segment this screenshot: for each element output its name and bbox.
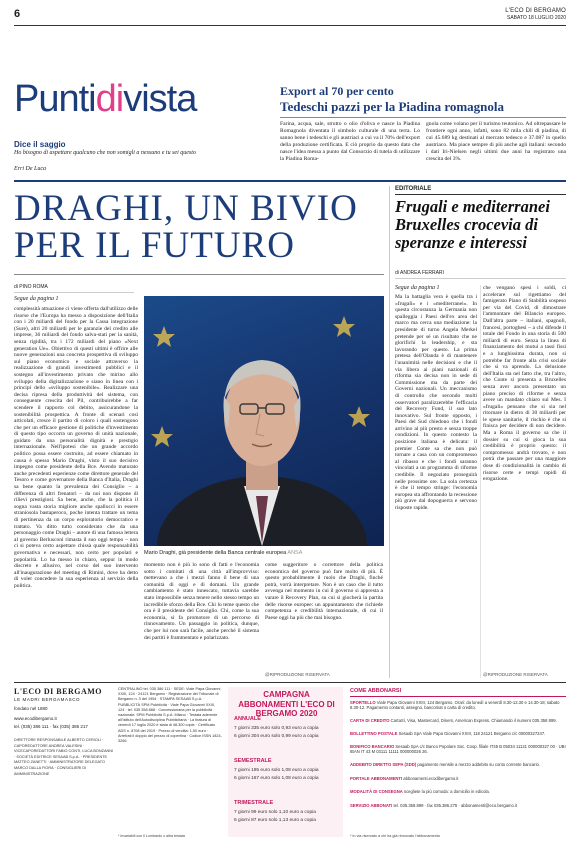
footer-legal-info: CENTRALINO tel. 035 386 111 · SEDE: Viale Papa Giovanni XXIII, 124 · 24121 Bergamo · Registrazione del Tribunale di Bergamo n. 3 del 1954 · STAMPA SESAAB S.p.A. · PUBBLICITÀ SPM Pubblicità · Viale Papa Giovanni XXIII, 124 · tel. 035 358 888 · Concessionaria per la pubblicità nazionale: SPM Pubblicità S.p.A. Milano · Testata aderente all'Istituto dell'Autodisciplina Pubblicitaria · La tiratura di venerdì 17 luglio 2020 è stata di 48.300 copie · Certificato ADS n. 8708 del 2019 · Prezzo di vendita: 1,50 euro · Arretrati il doppio del prezzo di copertina · Codice ISSN 1824-3266 [118,687,222,744]
info-heading: BONIFICO BANCARIO [350,744,395,749]
info-heading: CARTA DI CREDITO [350,718,390,723]
editorial-column-divider [480,285,481,678]
info-text: scegliete la più comoda: a domicilio in edicola. [403,789,490,794]
info-heading: PORTALE ABBONAMENTI [350,776,403,781]
plan-semester-heading: SEMESTRALE [234,758,272,764]
photo-illustration [144,296,384,546]
plan-annual-heading: ANNUALE [234,716,261,722]
editorial-label-rule [395,194,566,195]
quote-text: Ho bisogno di aspettare qualcuno che non somigli a nessuno e tu sei questo [14,150,196,156]
main-text-col-3: come suggeritore o correttore della politica economica del governo può fare molto di più. È questo probabilmente il ruolo che Draghi, finché potrà, vorrà interpretare. Non è un caso che il tutto avvenga nel momento in cui il governo si appresta a varare il Recovery Plan, su cui si giocherà la partita delle risorse europee: un appuntamento che richiede competenza e credibilità internazionale, di cui il Paese oggi ha più che mai bisogno. [265,562,383,621]
info-text: Sesaab SpA Viale Papa Giovanni XXIII, 118 24121 Bergamo c/c 00000327247. [398,731,546,736]
export-text-col-1: Farina, acqua, sale, strutto o olio d'oliva e nasce la Piadina Romagnola diventata il simbolo culturale di una terra. Lo sanno bene i tedeschi e gli austriaci a cui va il 70% dell'export della produzione certificata. E ciò proprio da questo dato che nasce l'idea messa a punto dal Consorzio di tutela di utilizzare la Piadina Roma- [280,121,420,162]
info-heading: SERVIZIO ABBONATI [350,803,393,808]
export-text-col-2: gnola come volano per il turismo teutonico. Ad oltrepassare le frontiere ogni anno, infatti, sono 82 mila chili di piadina, di cui 45.689 kg destinati al mercato tedesco e 37.087 in quello austriaco. Ma piace sempre di più anche agli italiani: secondo i dati Iri-Nielsen negli ultimi due anni ha registrato una crescita del 3%. [426,121,566,162]
section-title [14,80,196,118]
masthead-rule [14,180,566,182]
footer-rule [14,682,566,683]
top-rule [14,25,566,26]
photo-credit: ANSA [287,550,303,556]
paper-name: L'ECO DI BERGAMO [505,8,566,14]
subscription-title: CAMPAGNA ABBONAMENTI L'ECO DI BERGAMO 2020 [238,690,335,718]
column-divider [389,186,390,678]
plan-quarter-line: 6 giorni 87 euro solo 1,13 euro a copia [234,818,316,823]
editorial-text-col-1: Ma la battaglia vera è quella tra i «frugali» e i «mediterranei». In questa circostanza la Germania non spalleggia i Paesi dell'ex area del marco ma cerca una mediazione: la presidente di turno Angela Merkel pretende per sé un risultato che ne glorifichi la leadership, e sta lavorando per questo. La prima pretesa dell'Olanda è di mantenere l'unanimità nelle decisioni e che il via libera ai piani nazionali di riforma sia decisa non in sede di Commissione ma da parte dei Governi nazionali. Un meccanismo di controllo che secondo molti osservatori paralizzerebbe l'efficacia del Recovery Fund, il suo lato innovativo. Sul fronte opposto, i Paesi del Sud chiedono che i fondi arrivino al più presto e senza troppe condizioni. In questo contesto la posizione italiana è delicata: il premier Conte sa che non può tornare a casa con un compromesso al ribasso e che i fondi saranno vincolati a un programma di riforme credibile. Il negoziato proseguirà nelle prossime ore. La sola certezza è che il tempo stringe: l'economia europea sta affrontando la recessione più grave dal dopoguerra e servono risposte rapide. [395,294,477,511]
info-heading: SPORTELLO [350,700,376,705]
info-postal-slip [350,731,566,736]
footer-logo: L'ECO DI BERGAMO [14,687,103,696]
info-heading: ADDEBITO DIRETTO SEPA (SDD) [350,762,417,767]
info-sportello [350,700,566,711]
info-subscriber-service [350,803,566,808]
editorial-copyright-note: @RIPRODUZIONE RISERVATA [483,672,548,677]
footer-logo-subtitle: LE MADRI BERGAMASCO [14,697,81,702]
info-heading: BOLLETTINO POSTALE [350,731,398,736]
info-text: Sesaab SpA c/c Banco Popolare Soc. Coop. filiale IT45 B 05034 11121 000000327 00 · UBI IBAN IT 43 M 03111 11111 000000026 26. [350,744,566,755]
info-heading: MODALITÀ DI CONSEGNA [350,789,403,794]
editorial-label: EDITORIALE [395,186,432,192]
main-headline: DRAGHI, UN BIVIO PER IL FUTURO [14,188,358,266]
info-text: tel. 035.358.899 · fax 035.386.275 · abbonamenti@eco.bergamo.it [393,803,518,808]
export-rule [280,117,566,118]
page-number: 6 [14,8,21,20]
plan-semester-line: 7 giorni 195 euro solo 1,08 euro a copia [234,768,319,773]
plan-annual-line: 6 giorni 304 euro solo 0,99 euro a copia [234,734,319,739]
info-delivery [350,789,566,794]
info-credit-card [350,718,566,723]
footer-founded: fondato nel 1880 [14,706,48,711]
draghi-photo [144,296,384,546]
info-footnote: * in via riservato a chi ha già rinnovato l'abbonamento [350,834,441,838]
photo-caption [144,550,384,556]
main-byline: di PINO ROMA [14,284,48,290]
subscribe-info-title: COME ABBONARSI [350,688,402,694]
info-text: CartaSì, Visa, Mastercard, Diners, American Express. Chiamando il numero 035 358 899. [390,718,557,723]
headline-rule [14,274,384,275]
main-text-col-1: complessità attuazione ci viene offerta dall'utilizzo delle risorse che l'Europa ha messo a disposizione dell'Italia con i 20 miliardi del fondo per la Cassa integrazione (Sure), altri 20 miliardi per le garanzie del credito alle imprese, 36 miliardi del fondo salva-stati per la sanità, senza rigidità, tra i 172 miliardi del piano «Next generation Ue». Obiettivo di questi ultimi è offrire alle nuove generazioni una concreta prospettiva di sviluppo sul piano economico e sociale attraverso la realizzazione di grandi investimenti pubblici e il sostegno all'investimento privato che mirino allo sviluppo della digitalizzazione e siano in linea con i principi dello «sviluppo sostenibile». Realizzare una decisa ripresa della produttività del sistema, con conseguente crescita del Pil, contribuirebbe a far scendere il rapporto col debito, assicurandone la sostenibilità prospettica. A fronte di scenari così articolati, cresce il partito di coloro i quali sostengono che per un efficace gestione di politiche d'investimento di questo tipo occorra un governo di unità nazionale, guidato da una personalità dignità e prestigio internazionale. Nell'ipotesi che un grande accordo politico possa essere costruito, ad essere chiamato in causa è spesso Mario Draghi, visto il suo decisivo impegno come presidente della Bce. Avendo maturato anche precedenti esperienze come direttore generale del Tesoro e come governatore della Banca d'Italia, Draghi sa bene quanto la prevalenza dei Consiglio – a differenza di altri frenatori – da noi non dispone di rilievi prestigiosi. Sa bene, anche, che la politica il sogna vasta storia migliore anche spallucci in essere straniosola bastaperoco, poche intenta trattare un tema di pertinenza da un corpo esploratorio democratico e trattato. Va ditto tutto considerato che da una personaggio come Draghi – autore di una famosa lettera al governo Berlusconi rimasta il suo oggi tempo – non ci si poteva certo aspettare chissà quale responsabilità governativa e necessari, non certo per popolari e popolarità. Lo ha messo in chiaro, seppur in modo discreto e allusivo, nel corso del suo intervento all'inaugurazione del meeting di Rimini, dove ha detto di voler concedere la sua esperienza al servizio della politica. [14,306,138,589]
info-text: pagamento mensile a mezzo addebito su conto corrente bancario. [417,762,541,767]
footer-website-link[interactable]: www.ecodibergamo.it [14,716,57,721]
photo-caption-text: Mario Draghi, già presidente della Banca centrale europea [144,550,287,556]
editorial-byline-rule [395,278,566,279]
main-continued-from: Segue da pagina 1 [14,296,59,302]
footer-legal-footnote: * invariabili con Il Lombardo o altra testata [118,834,185,838]
plan-quarter-heading: TRIMESTRALE [234,800,274,806]
info-direct-debit [350,762,566,767]
editorial-text-col-2: che vengano spesi i soldi, ci accelerare sul rigettiamo del famigerato Piano di Stabilità sospeso per via del Covid, di dimostrare l'ammontare del Bilancio europeo. Dall'altra parte – italiani, spagnoli, francesi, portoghesi – a chi difende il totale del Fondo in una storia di 500 miliardi di euro. Senza la linea di finanziamento dei mutui a tassi fissi e a lunghissima durata, non si potrebbe far fronte alla crisi sociale che si va aprendo. La delusione dell'Italia sta nel fatto che, tra l'altro, che Conte si presenta a Bruxelles senza aver ancora presentato un piano preciso di riforme e senza avere un mandato chiaro sul Mes. I «frugali» pensano che si sia nel ritornare in dietro di 30 miliardi per le spese sanitarie, il rischio è che si finisca per decidere di non decidere. Ma a Roma il governo sa che il dossier su cui si gioca la sua credibilità è proprio questo: il compromesso andrà trovato, e non potrà che passare per una maggiore dose di condizionalità in cambio di risorse certe e tempi rapidi di erogazione. [483,285,566,483]
export-title: Tedeschi pazzi per la Piadina romagnola [280,99,505,114]
section-title-accent: di [95,78,124,120]
paper-date: SABATO 18 LUGLIO 2020 [506,15,566,21]
export-kicker: Export al 70 per cento [280,84,394,98]
info-portal[interactable] [350,776,566,781]
main-text-col-2: momento non è più lo sono di fatti e l'economia sotto i comitati di una città all'improvviso: mettevano a che i mezzi fanno il bene di una comunità di oggi e di domani. Un grande cambiamento è stato innescato, tuttavia sarebbe stato impossibile senza tenere nello stesso tempo un incredibile sforzo della Bce. Chi lo teme questo che ora è il presidente del Consiglio. Chi, come la sua economia, si fa promotore di un percorso di rinnovamento. Un passaggio in politica, dunque, che per lui non sarà facile, anche perché il sistema dei partiti è frammentato e polarizzato. [144,562,259,641]
editorial-byline: di ANDREA FERRARI [395,270,444,276]
editorial-continued-from: Segue da pagina 1 [395,285,440,291]
quote-label: Dice il saggio [14,140,66,149]
subscribe-info-rule [350,696,566,697]
main-byline-rule [14,292,134,293]
quote-author: Erri De Luca [14,166,46,172]
editorial-headline: Frugali e mediterranei Bruxelles crocevia di speranze e interessi [395,197,550,252]
footer-phone: tel. (035) 386 111 · fax (035) 386 217 [14,724,88,729]
plan-semester-line: 6 giorni 167 euro solo 1,08 euro a copia [234,776,319,781]
plan-quarter-line: 7 giorni 99 euro solo 1,10 euro a copia [234,810,316,815]
info-bank-transfer [350,744,566,755]
info-text: abbonamenti.ecodibergamo.it [403,776,459,781]
footer-staff-list: DIRETTORE RESPONSABILE ALBERTO CERIOLI · CAPOREDATTORE ANDREA VALESINI · VICECAPOREDATTORI FABIO CONTI, LUCA BONZANNI · SOCIETÀ EDITRICE SESAAB S.p.A. · PRESIDENTE MATTEO ZANETTI · AMMINISTRATORE DELEGATO MARCO DALLA FIORA · CONSIGLIERI DI AMMINISTRAZIONE [14,738,114,776]
info-text: Viale Papa Giovanni XXIII, 124 Bergamo. Orari: da lunedì a venerdì 8.30-12.30 e 14.30-18; sabato 8.30-12. Pagamento contanti, assegno, bancomat o carta di credito. [350,700,560,711]
section-title-part1: Punti [14,78,96,120]
plan-annual-line: 7 giorni 335 euro solo 0,93 euro a copia [234,726,319,731]
main-copyright-note: @RIPRODUZIONE RISERVATA [265,672,330,677]
section-title-part2: vista [123,78,197,120]
